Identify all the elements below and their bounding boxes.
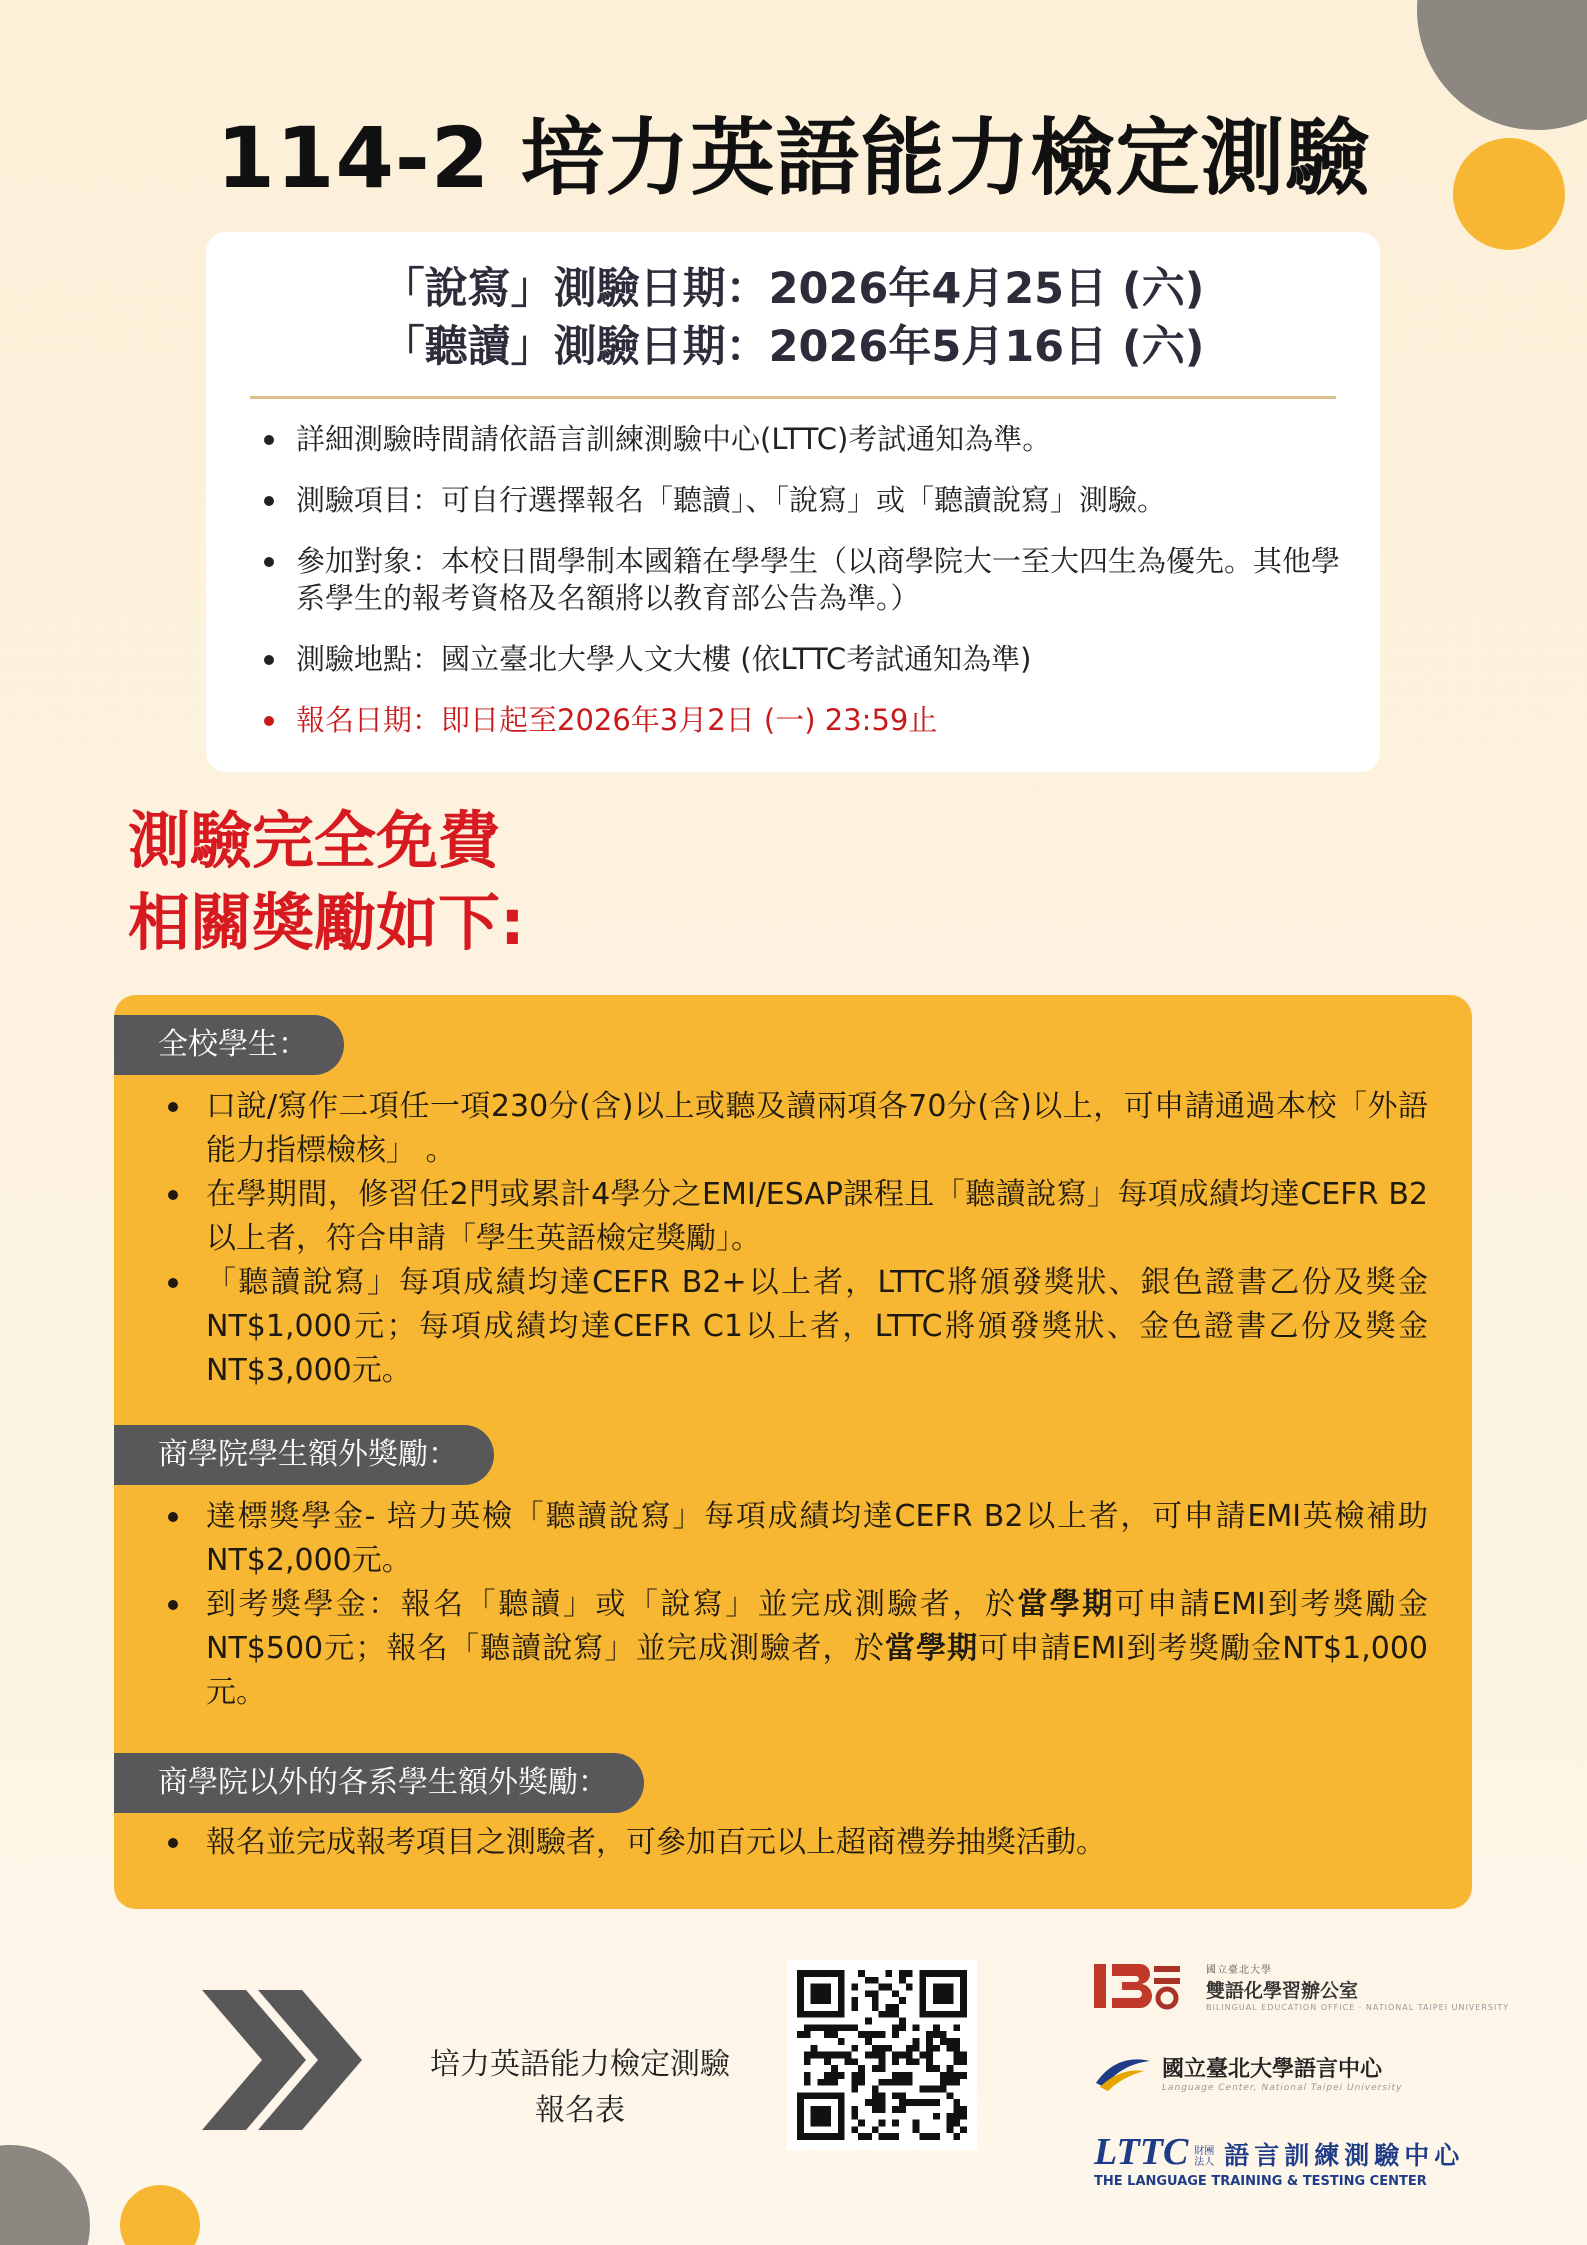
lttc-row bbox=[1094, 2132, 1464, 2172]
decorative-circle-gray-bottom bbox=[0, 2145, 90, 2245]
info-item-eligibility: 參加對象：本校日間學制本國籍在學學生（以商學院大一至大四生為優先。其他學系學生的報考資格及名額將以教育部公告為準。） bbox=[258, 543, 1340, 617]
free-exam-heading bbox=[128, 800, 525, 964]
registration-form-label bbox=[410, 2042, 750, 2134]
beo-mark-icon bbox=[1094, 1960, 1194, 2012]
decorative-circle-yellow-bottom bbox=[120, 2185, 200, 2245]
other-students-rewards bbox=[154, 1821, 1428, 1865]
form-label-line1: 培力英語能力檢定測驗 bbox=[430, 2047, 730, 2082]
info-item-test-options: 測驗項目：可自行選擇報名「聽讀」、「說寫」或「聽讀說寫」測驗。 bbox=[258, 482, 1340, 519]
double-chevron-right-icon bbox=[202, 1990, 362, 2130]
lttc-prefix: 財團法人 bbox=[1194, 2146, 1215, 2168]
ntpu-swoosh-icon bbox=[1094, 2053, 1152, 2093]
free-heading-line1: 測驗完全免費 bbox=[128, 804, 501, 877]
reward-item: 「聽讀說寫」每項成績均達CEFR B2+以上者，LTTC將頒發獎狀、銀色證書乙份及獎金NT$1,000元；每項成績均達CEFR C1以上者，LTTC將頒發獎狀、金色證書乙份及獎金NT$3,000元。 bbox=[154, 1261, 1428, 1393]
exam-info-list bbox=[206, 421, 1380, 739]
reward-item bbox=[154, 1583, 1428, 1715]
ntpu-name: 國立臺北大學語言中心 bbox=[1162, 2056, 1383, 2082]
reward-text: 可申請EMI到考獎勵金NT$1,000元。 bbox=[206, 1631, 1428, 1710]
lttc-english: THE LANGUAGE TRAINING & TESTING CENTER bbox=[1094, 2174, 1427, 2189]
beo-name: 雙語化學習辦公室 bbox=[1206, 1979, 1359, 2002]
business-students-rewards bbox=[154, 1495, 1428, 1715]
exam-info-card bbox=[206, 232, 1380, 772]
divider bbox=[250, 396, 1336, 399]
reward-item: 在學期間，修習任2門或累計4學分之EMI/ESAP課程且「聽讀說寫」每項成績均達CEFR B2以上者，符合申請「學生英語檢定獎勵」。 bbox=[154, 1173, 1428, 1261]
ntpu-text-block bbox=[1162, 2052, 1402, 2093]
beo-text-block bbox=[1206, 1961, 1509, 2012]
lttc-logo bbox=[1094, 2132, 1464, 2189]
lttc-name: 語言訓練測驗中心 bbox=[1224, 2141, 1465, 2170]
beo-english: BILINGUAL EDUCATION OFFICE · NATIONAL TAIPEI UNIVERSITY bbox=[1206, 2002, 1510, 2012]
info-item-schedule-note: 詳細測驗時間請依語言訓練測驗中心(LTTC)考試通知為準。 bbox=[258, 421, 1340, 458]
ntpu-english: Language Center, National Taipei University bbox=[1162, 2083, 1403, 2093]
qr-code-icon bbox=[797, 1970, 967, 2140]
listening-reading-date: 「聽讀」測驗日期：2026年5月16日 (六) bbox=[381, 322, 1205, 372]
section-label-other-students: 商學院以外的各系學生額外獎勵： bbox=[114, 1753, 644, 1813]
section-label-all-students: 全校學生： bbox=[114, 1015, 344, 1075]
bilingual-office-logo bbox=[1094, 1960, 1509, 2012]
free-heading-line2: 相關獎勵如下: bbox=[128, 886, 525, 959]
reward-text: 到考獎學金：報名「聽讀」或「說寫」並完成測驗者，於 bbox=[206, 1587, 1018, 1622]
speaking-writing-date: 「說寫」測驗日期：2026年4月25日 (六) bbox=[381, 264, 1205, 314]
reward-item: 口說/寫作二項任一項230分(含)以上或聽及讀兩項各70分(含)以上，可申請通過本校「外語能力指標檢核」 。 bbox=[154, 1085, 1428, 1173]
rewards-panel bbox=[114, 995, 1472, 1909]
info-item-location: 測驗地點：國立臺北大學人文大樓 (依LTTC考試通知為準) bbox=[258, 641, 1340, 678]
reward-item: 報名並完成報考項目之測驗者，可參加百元以上超商禮券抽獎活動。 bbox=[154, 1821, 1428, 1865]
ntpu-language-center-logo bbox=[1094, 2052, 1402, 2093]
page-title: 114-2 培力英語能力檢定測驗 bbox=[216, 109, 1371, 207]
section-label-business-students: 商學院學生額外獎勵： bbox=[114, 1425, 494, 1485]
all-students-rewards bbox=[154, 1085, 1428, 1393]
reward-text: 可申請EMI到考獎勵金NT$500元；報名「聽讀說寫」並完成測驗者，於 bbox=[206, 1587, 1428, 1666]
form-label-line2: 報名表 bbox=[535, 2093, 625, 2128]
registration-qr-code[interactable] bbox=[787, 1960, 977, 2150]
reward-emphasis: 當學期 bbox=[1017, 1587, 1115, 1622]
beo-university: 國立臺北大學 bbox=[1206, 1964, 1272, 1976]
info-item-registration-deadline: 報名日期：即日起至2026年3月2日 (一) 23:59止 bbox=[258, 702, 1340, 739]
reward-emphasis: 當學期 bbox=[884, 1631, 979, 1666]
exam-dates bbox=[206, 232, 1380, 376]
reward-item: 達標獎學金- 培力英檢「聽讀說寫」每項成績均達CEFR B2以上者，可申請EMI英檢補助NT$2,000元。 bbox=[154, 1495, 1428, 1583]
lttc-mark: LTTC bbox=[1094, 2131, 1189, 2173]
